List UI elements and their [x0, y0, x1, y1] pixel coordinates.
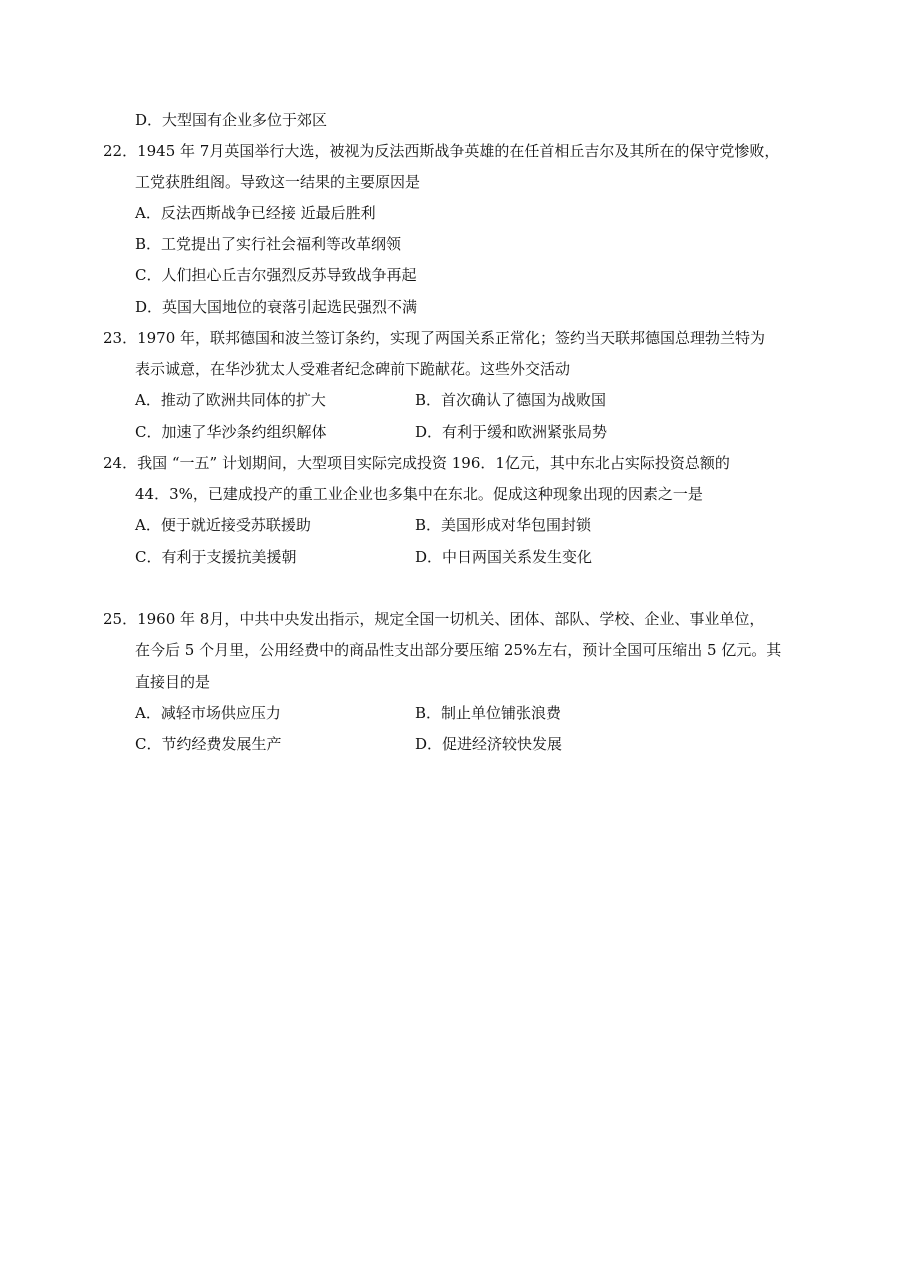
q24-stem-line2: 44．3%，已建成投产的重工业企业也多集中在东北。促成这种现象出现的因素之一是	[135, 485, 703, 503]
q25-option-b: B．制止单位铺张浪费	[415, 704, 562, 722]
q23-option-d: D．有利于缓和欧洲紧张局势	[415, 423, 608, 441]
q22-stem-line1: 22．1945 年 7月英国举行大选，被视为反法西斯战争英雄的在任首相丘吉尔及其所在的保守党惨败，	[103, 142, 780, 160]
q22-stem-line2: 工党获胜组阁。导致这一结果的主要原因是	[135, 173, 421, 191]
q25-stem-line1: 25．1960 年 8月，中共中央发出指示，规定全国一切机关、团体、部队、学校、企业、事业单位，	[103, 610, 765, 628]
q23-option-c: C．加速了华沙条约组织解体	[135, 423, 327, 441]
q24-option-d: D．中日两国关系发生变化	[415, 548, 593, 566]
q22-option-c: C．人们担心丘吉尔强烈反苏导致战争再起	[135, 266, 417, 284]
q23-stem-line1: 23．1970 年，联邦德国和波兰签订条约，实现了两国关系正常化；签约当天联邦德国总理勃兰特为	[103, 329, 766, 347]
q25-stem-line2: 在今后 5 个月里，公用经费中的商品性支出部分要压缩 25%左右，预计全国可压缩出 5 亿元。其	[135, 641, 782, 659]
q24-stem-line1: 24．我国 “一五” 计划期间，大型项目实际完成投资 196．1亿元，其中东北占实际投资总额的	[103, 454, 730, 472]
q25-option-c: C．节约经费发展生产	[135, 735, 282, 753]
q24-option-c: C．有利于支援抗美援朝	[135, 548, 297, 566]
q23-option-a: A．推动了欧洲共同体的扩大	[135, 391, 326, 409]
q25-option-d: D．促进经济较快发展	[415, 735, 563, 753]
q22-option-a: A．反法西斯战争已经接 近最后胜利	[135, 204, 376, 222]
q25-stem-line3: 直接目的是	[135, 673, 211, 691]
q25-option-a: A．减轻市场供应压力	[135, 704, 281, 722]
q24-option-a: A．便于就近接受苏联援助	[135, 516, 311, 534]
q24-option-b: B．美国形成对华包围封锁	[415, 516, 592, 534]
q22-option-d: D．英国大国地位的衰落引起选民强烈不满	[135, 298, 418, 316]
q21-option-d: D．大型国有企业多位于郊区	[135, 111, 328, 129]
q23-stem-line2: 表示诚意，在华沙犹太人受难者纪念碑前下跪献花。这些外交活动	[135, 360, 571, 378]
q22-option-b: B．工党提出了实行社会福利等改革纲领	[135, 235, 402, 253]
q23-option-b: B．首次确认了德国为战败国	[415, 391, 607, 409]
